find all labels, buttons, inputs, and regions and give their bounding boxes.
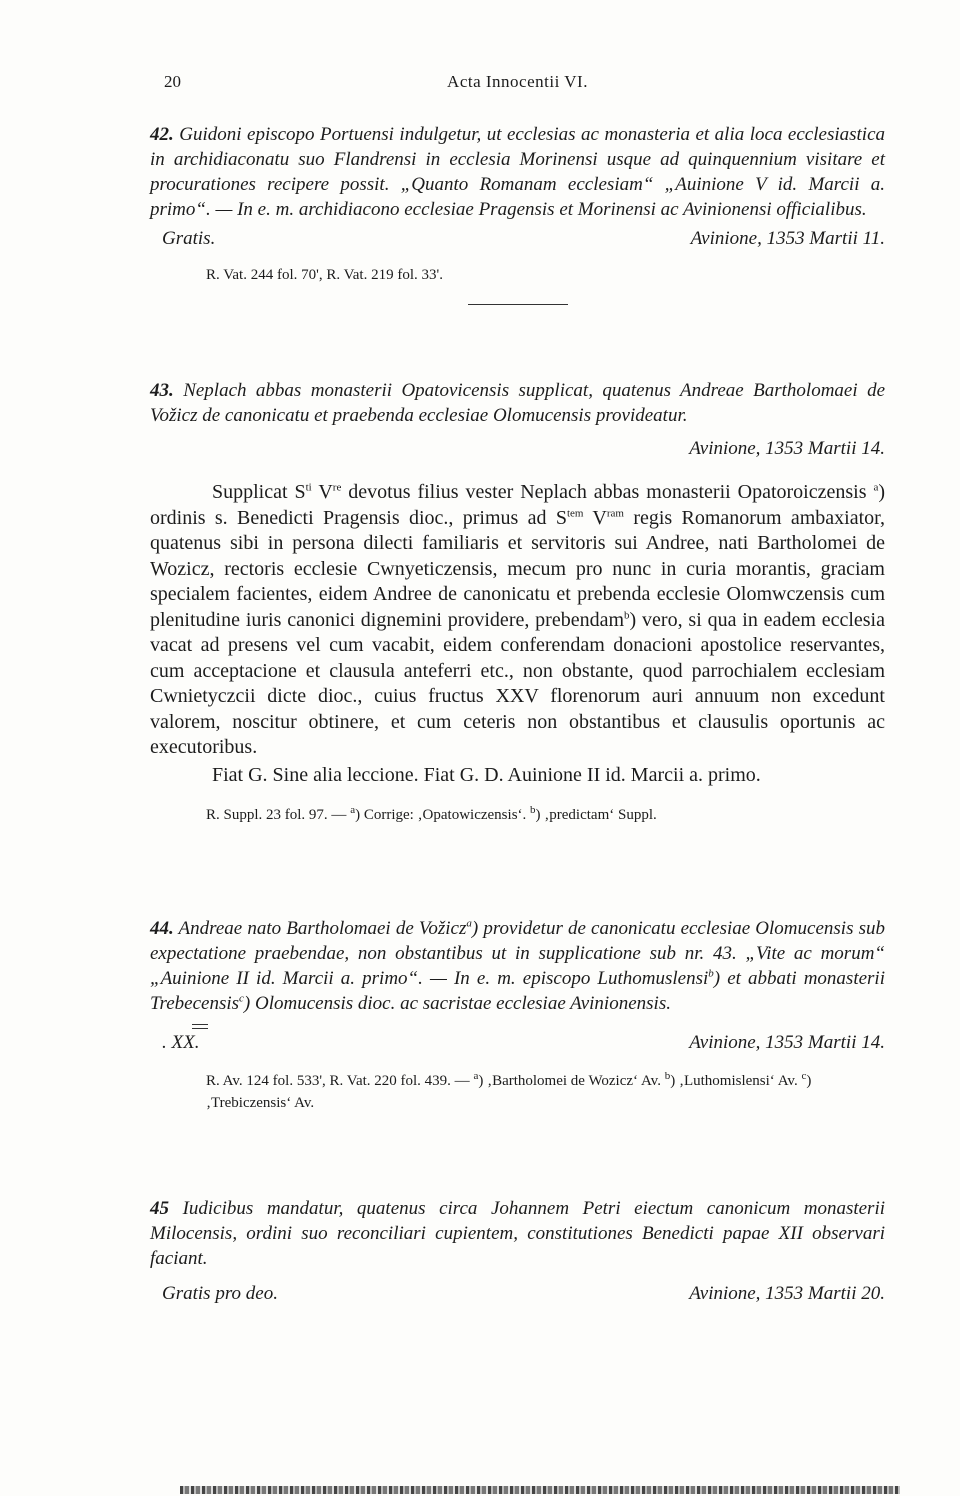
footnote-mark: c [801, 1070, 807, 1082]
footnote-mark: a [350, 804, 356, 816]
footnote-text: ) Corrige: ‚Opatowiczensis‘. [355, 807, 531, 823]
tax-note: Gratis. [162, 228, 216, 249]
superscript: ti [305, 481, 312, 494]
footnote-text: ) ‚Trebiczensis‘ Av. [206, 1073, 812, 1111]
entry-42 [150, 122, 885, 305]
source-text: R. Suppl. 23 fol. 97. — [206, 807, 351, 823]
regest-text: ) Olomucensis dioc. ac sacristae ecclesiae Avinionensis. [243, 993, 671, 1014]
text-segment: V [311, 481, 333, 503]
entry-number: 43. [150, 380, 174, 401]
text-segment: ) ordinis s. Benedicti Pragensis dioc., primus ad S [150, 481, 885, 529]
source-line: R. Vat. 244 fol. 70', R. Vat. 219 fol. 33'. [206, 267, 443, 283]
footnote-mark: b [708, 967, 714, 980]
entry-number: 44. [150, 918, 174, 939]
entry-42-regest [150, 122, 885, 222]
date-line: Avinione, 1353 Martii 14. [689, 438, 885, 459]
text-segment: Supplicat S [212, 481, 306, 503]
source-notes [150, 1070, 885, 1114]
regest-text: ) providetur de canonicatu ecclesiae Olomucensis sub expectatione praebendae, non obstantibus ut in supplicatione sub nr. 43. „Vite ac morum“ „Auinione II id. Marcii a. primo“. — In e. m. episcopo Luthomuslensi [150, 918, 885, 989]
entry-number: 45 [150, 1198, 169, 1219]
entry-43 [150, 378, 885, 826]
source-text: R. Av. 124 fol. 533', R. Vat. 220 fol. 439. — [206, 1073, 474, 1089]
entry-44 [150, 916, 885, 1114]
superscript: tem [566, 506, 584, 519]
text-segment: V [583, 506, 607, 529]
source-notes [150, 804, 885, 826]
regest-text: Andreae nato Bartholomaei de Vožicz [178, 918, 467, 939]
date-line: Avinione, 1353 Martii 20. [689, 1283, 885, 1304]
footnote-text: ) ‚predictam‘ Suppl. [535, 807, 657, 823]
entry-45-date-row [150, 1283, 885, 1309]
supplication-text [150, 480, 885, 761]
superscript: ram [606, 506, 624, 519]
entry-45 [150, 1196, 885, 1309]
entry-45-regest [150, 1196, 885, 1271]
text-segment: ) vero, si qua in eadem ecclesia vacat ad presens vel cum vacabit, eidem conferendam donacioni apostolice reservantes, cum acceptacione et clausula anteferri etc., non obstante, quod parrochialem ecclesiam Cwnietyczcii dicte dioc., cuius fructus XXV florenorum auri annuum non excedunt valorem, noscitur obtinere, et cum ceteris non obstantibus et clausulis oportunis ac executoribus. [150, 608, 885, 758]
footnote-mark: a [473, 1070, 479, 1082]
text-segment: devotus filius vester Neplach abbas monasterii Opatoroiczensis [341, 481, 874, 503]
footnote-mark: b [530, 804, 536, 816]
regest-text: Iudicibus mandatur, quatenus circa Johannem Petri eiectum canonicum monasterii Milocensis, ordini suo reconciliari cupientem, constitutiones Benedicti papae XII observari faciant. [150, 1198, 885, 1269]
regest-text: ) et abbati monasterii Trebecensis [150, 968, 885, 1014]
tax-note: Gratis pro deo. [162, 1283, 278, 1304]
footnote-text: ) ‚Bartholomei de Wozicz‘ Av. [478, 1073, 665, 1089]
date-line: Avinione, 1353 Martii 14. [689, 1032, 885, 1053]
entry-44-regest [150, 916, 885, 1016]
tax-stamp: . XX. [162, 1032, 200, 1053]
regest-text: Neplach abbas monasterii Opatovicensis supplicat, quatenus Andreae Bartholomaei de Vožicz de canonicatu et praebenda ecclesiae Olomucensis provideatur. [150, 380, 886, 426]
scan-edge-strip [180, 1486, 900, 1494]
text-segment: regis Romanorum ambaxiator, quatenus sibi in persona dilecti familiaris et servitoris sui Andree, nati Bartholomei de Wozicz, rectoris ecclesie Cwnyeticzensis, mecum pro nunc in curia morantis, graciam specialem facientes, eidem Andree de canonicatu et prebenda ecclesie Olomwczensis cum plenitudine iuris canonici dignemini providere, prebendam [150, 506, 886, 631]
regest-text: Guidoni episcopo Portuensi indulgetur, ut ecclesias ac monasteria et alia loca ecclesiastica in archidiaconatu suo Flandrensi in ecclesia Morinensi usque ad quinquennium visitare et procurationes recipere possit. „Quanto Romanam ecclesiam“ „Auinione V id. Marcii a. primo“. — In e. m. archidiacono ecclesiae Pragensis et Morinensi ac Avinionensi officialibus. [150, 124, 886, 220]
entry-42-date-row [150, 228, 885, 254]
footnote-mark: b [664, 1070, 671, 1082]
page-header [150, 72, 885, 100]
footnote-mark: a [466, 917, 472, 930]
entry-number: 42. [150, 124, 174, 145]
footnote-mark: a [873, 481, 879, 494]
separator [468, 304, 568, 305]
fiat-line: Fiat G. Sine alia leccione. Fiat G. D. Auinione II id. Marcii a. primo. [212, 763, 761, 786]
entry-44-date-row [150, 1032, 885, 1058]
entry-43-date-row [150, 438, 885, 464]
document-page [150, 0, 885, 1496]
footnote-mark: b [624, 608, 630, 621]
date-line: Avinione, 1353 Martii 11. [690, 228, 885, 249]
running-title: Acta Innocentii VI. [447, 72, 588, 91]
entry-43-regest [150, 378, 885, 428]
page-number: 20 [164, 72, 181, 91]
footnote-mark: c [239, 992, 244, 1005]
footnote-text: ) ‚Luthomislensi‘ Av. [670, 1073, 802, 1089]
superscript: re [332, 481, 342, 494]
